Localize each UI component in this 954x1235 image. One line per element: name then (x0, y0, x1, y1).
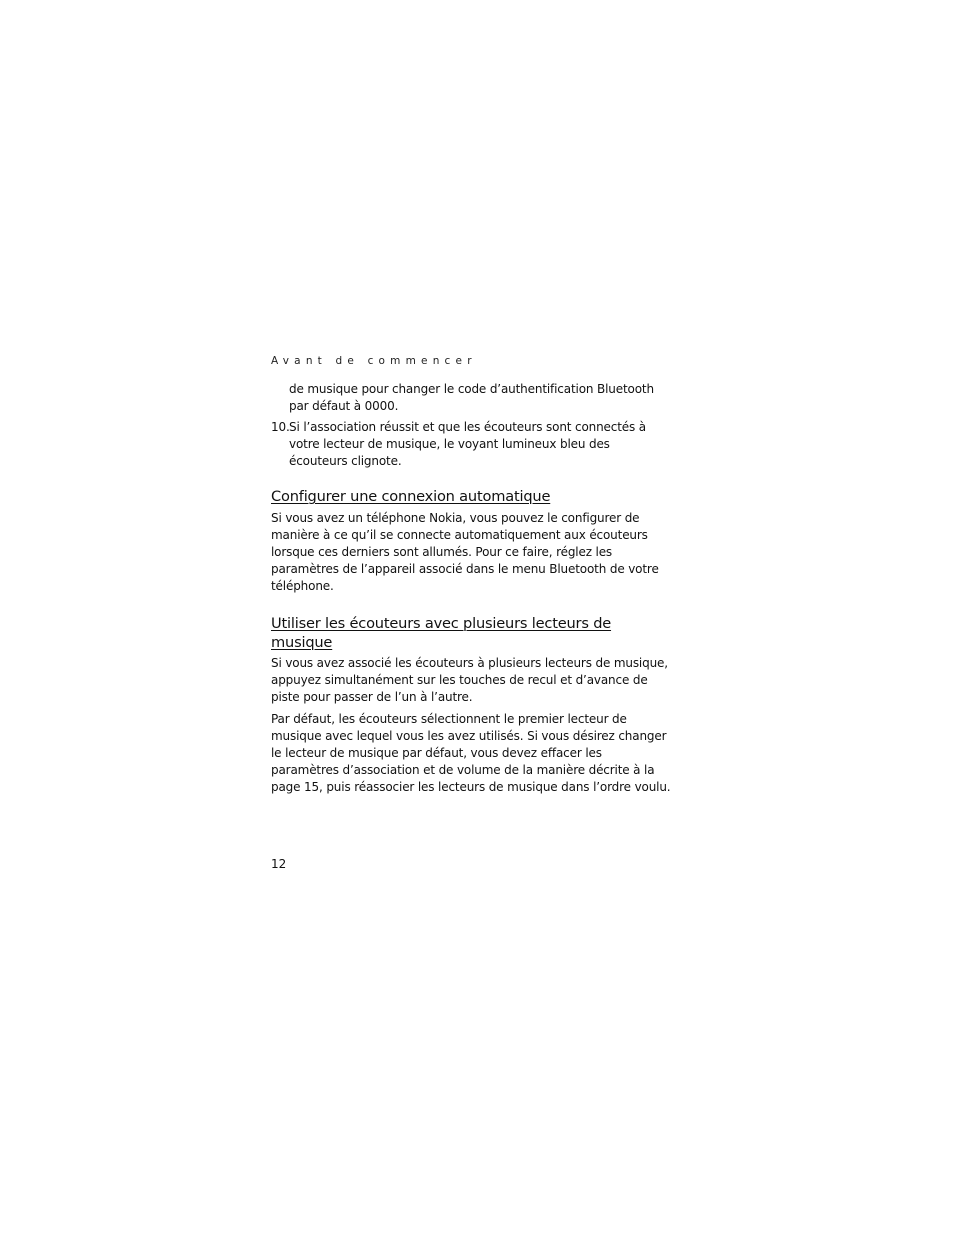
list-item-number: 10. (271, 420, 290, 434)
section-heading-multiple-players: Utiliser les écouteurs avec plusieurs lecteurs de musique (271, 615, 612, 651)
running-header: Avant de commencer (271, 355, 477, 367)
section-heading-auto-connection: Configurer une connexion automatique (271, 488, 551, 505)
page-content (271, 381, 671, 801)
list-item (271, 419, 671, 470)
section-auto-connection-paragraph: Si vous avez un téléphone Nokia, vous pouvez le configurer de manière à ce qu’il se connecte automatiquement aux écouteurs lorsque ces derniers sont allumés. Pour ce faire, réglez les paramètres de l’appareil associé dans le menu Bluetooth de votre téléphone. (271, 511, 659, 593)
section-multiple-players-paragraph-1: Si vous avez associé les écouteurs à plusieurs lecteurs de musique, appuyez simultanément sur les touches de recul et d’avance de piste pour passer de l’un à l’autre. (271, 656, 668, 704)
continued-paragraph: de musique pour changer le code d’authentification Bluetooth par défaut à 0000. (289, 382, 654, 413)
list-item-text: Si l’association réussit et que les écouteurs sont connectés à votre lecteur de musique, le voyant lumineux bleu des écouteurs clignote. (289, 420, 646, 468)
section-multiple-players-paragraph-2: Par défaut, les écouteurs sélectionnent le premier lecteur de musique avec lequel vous les avez utilisés. Si vous désirez changer le lecteur de musique par défaut, vous devez effacer les paramètres d’association et de volume de la manière décrite à la page 15, puis réassocier les lecteurs de musique dans l’ordre voulu. (271, 712, 671, 794)
page-number: 12 (271, 857, 287, 871)
